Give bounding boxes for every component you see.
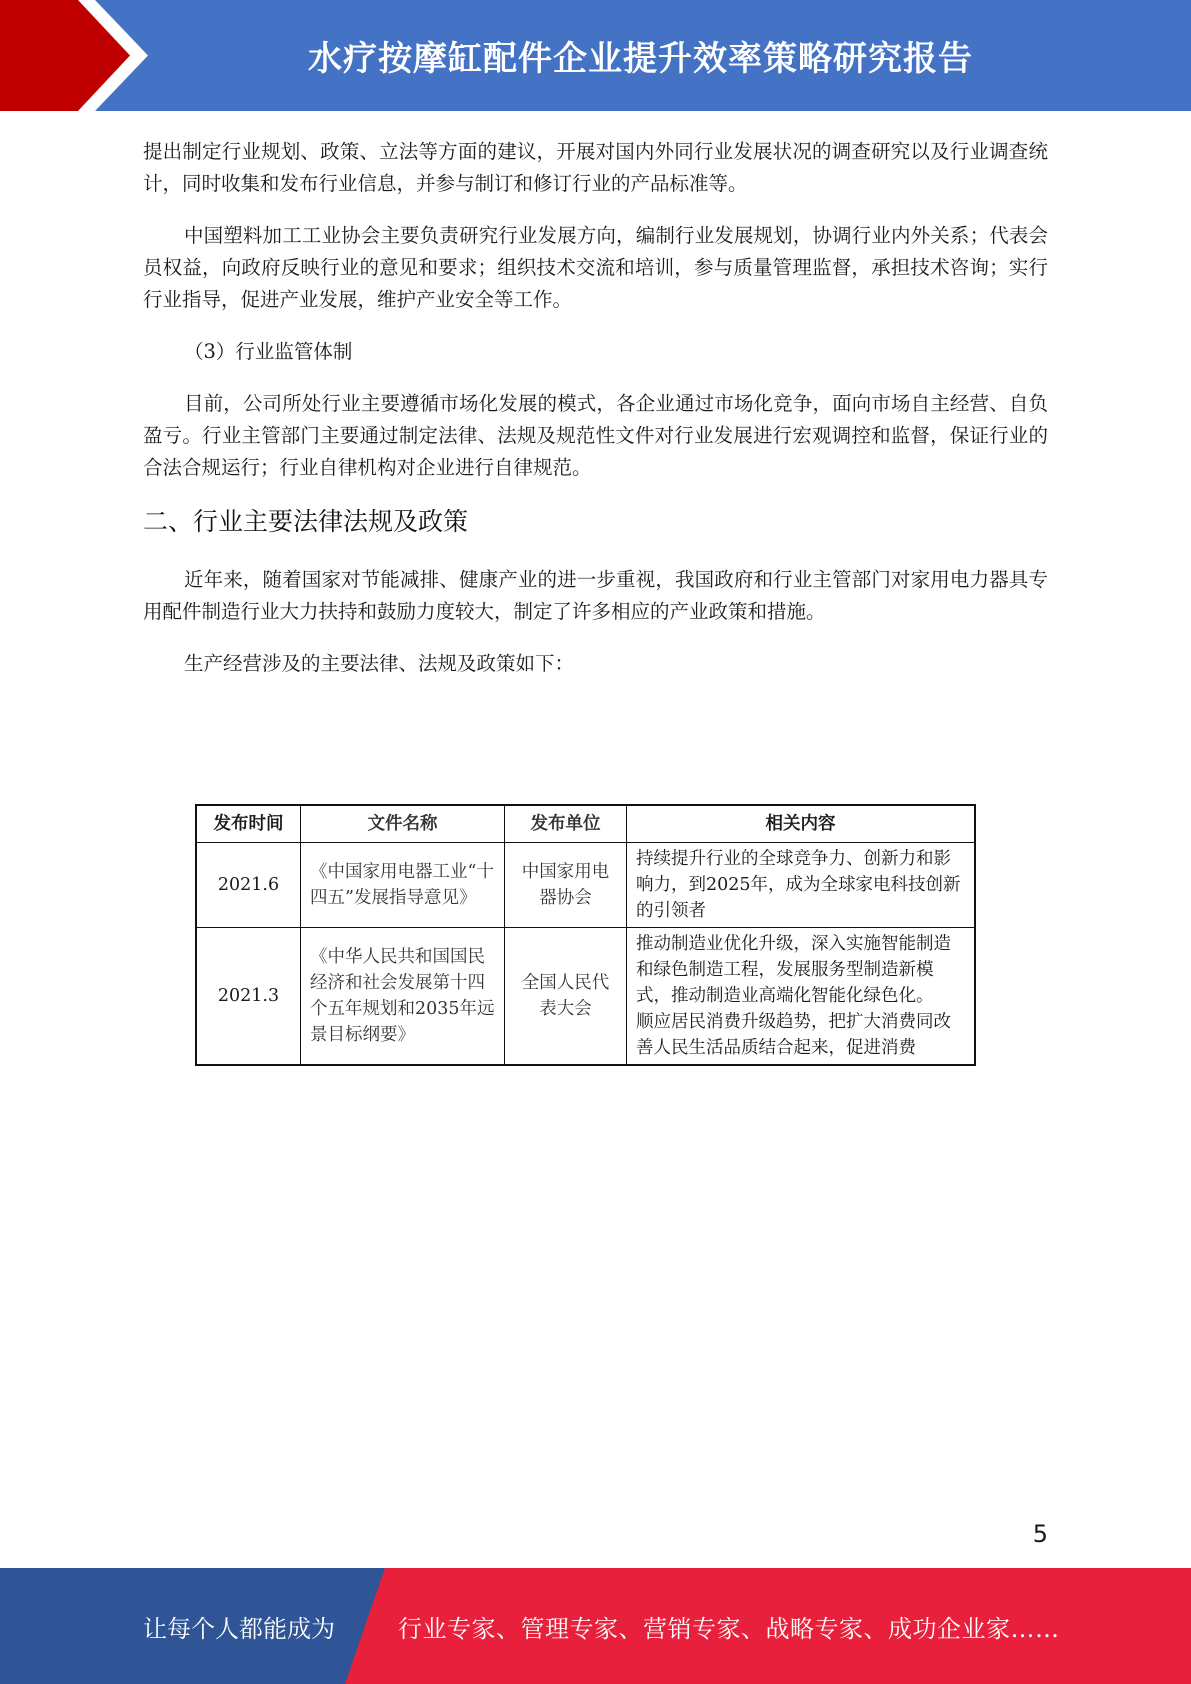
column-header: 发布时间 xyxy=(196,805,301,843)
policy-table xyxy=(195,804,976,1066)
footer-slogan-right: 行业专家、管理专家、营销专家、战略专家、成功企业家…… xyxy=(398,1614,1060,1643)
cell-issuer: 中国家用电器协会 xyxy=(505,843,627,928)
column-header: 发布单位 xyxy=(505,805,627,843)
paragraph: 近年来，随着国家对节能减排、健康产业的进一步重视，我国政府和行业主管部门对家用电力器具专用配件制造行业大力扶持和鼓励力度较大，制定了许多相应的产业政策和措施。 xyxy=(143,568,1048,623)
cell-content-line: 顺应居民消费升级趋势，把扩大消费同改善人民生活品质结合起来，促进消费 xyxy=(636,1012,951,1058)
section-heading: 二、行业主要法律法规及政策 xyxy=(143,507,469,536)
cell-document-name: 《中华人民共和国国民经济和社会发展第十四个五年规划和2035年远景目标纲要》 xyxy=(301,928,505,1066)
cell-date: 2021.3 xyxy=(196,928,301,1066)
main-content xyxy=(143,136,1048,700)
paragraph: 生产经营涉及的主要法律、法规及政策如下： xyxy=(184,652,575,675)
page-number: 5 xyxy=(1032,1520,1048,1548)
footer-slogan-left: 让每个人都能成为 xyxy=(143,1614,335,1643)
table-header-row xyxy=(196,805,975,843)
table-row xyxy=(196,843,975,928)
page-header xyxy=(0,0,1191,111)
column-header: 相关内容 xyxy=(627,805,976,843)
paragraph: 中国塑料加工工业协会主要负责研究行业发展方向，编制行业发展规划，协调行业内外关系；代表会员权益，向政府反映行业的意见和要求；组织技术交流和培训，参与质量管理监督，承担技术咨询；实行行业指导，促进产业发展，维护产业安全等工作。 xyxy=(143,224,1048,311)
paragraph: 目前，公司所处行业主要遵循市场化发展的模式，各企业通过市场化竞争，面向市场自主经营、自负盈亏。行业主管部门主要通过制定法律、法规及规范性文件对行业发展进行宏观调控和监督，保证行业的合法合规运行；行业自律机构对企业进行自律规范。 xyxy=(143,392,1048,479)
table-row xyxy=(196,928,975,1066)
cell-document-name: 《中国家用电器工业“十四五”发展指导意见》 xyxy=(301,843,505,928)
cell-content-line: 推动制造业优化升级，深入实施智能制造和绿色制造工程，发展服务型制造新模式，推动制造业高端化智能化绿色化。 xyxy=(636,934,951,1006)
chevron-arrow-icon xyxy=(0,0,160,111)
cell-content xyxy=(627,928,976,1066)
cell-issuer: 全国人民代表大会 xyxy=(505,928,627,1066)
report-title: 水疗按摩缸配件企业提升效率策略研究报告 xyxy=(308,39,973,79)
sub-heading: （3）行业监管体制 xyxy=(184,340,353,363)
column-header: 文件名称 xyxy=(301,805,505,843)
cell-date: 2021.6 xyxy=(196,843,301,928)
cell-content: 持续提升行业的全球竞争力、创新力和影响力，到2025年，成为全球家电科技创新的引领者 xyxy=(627,843,976,928)
page-footer xyxy=(0,1568,1191,1684)
policy-table-wrapper xyxy=(195,804,976,1066)
paragraph: 提出制定行业规划、政策、立法等方面的建议，开展对国内外同行业发展状况的调查研究以及行业调查统计，同时收集和发布行业信息，并参与制订和修订行业的产品标准等。 xyxy=(143,140,1048,195)
